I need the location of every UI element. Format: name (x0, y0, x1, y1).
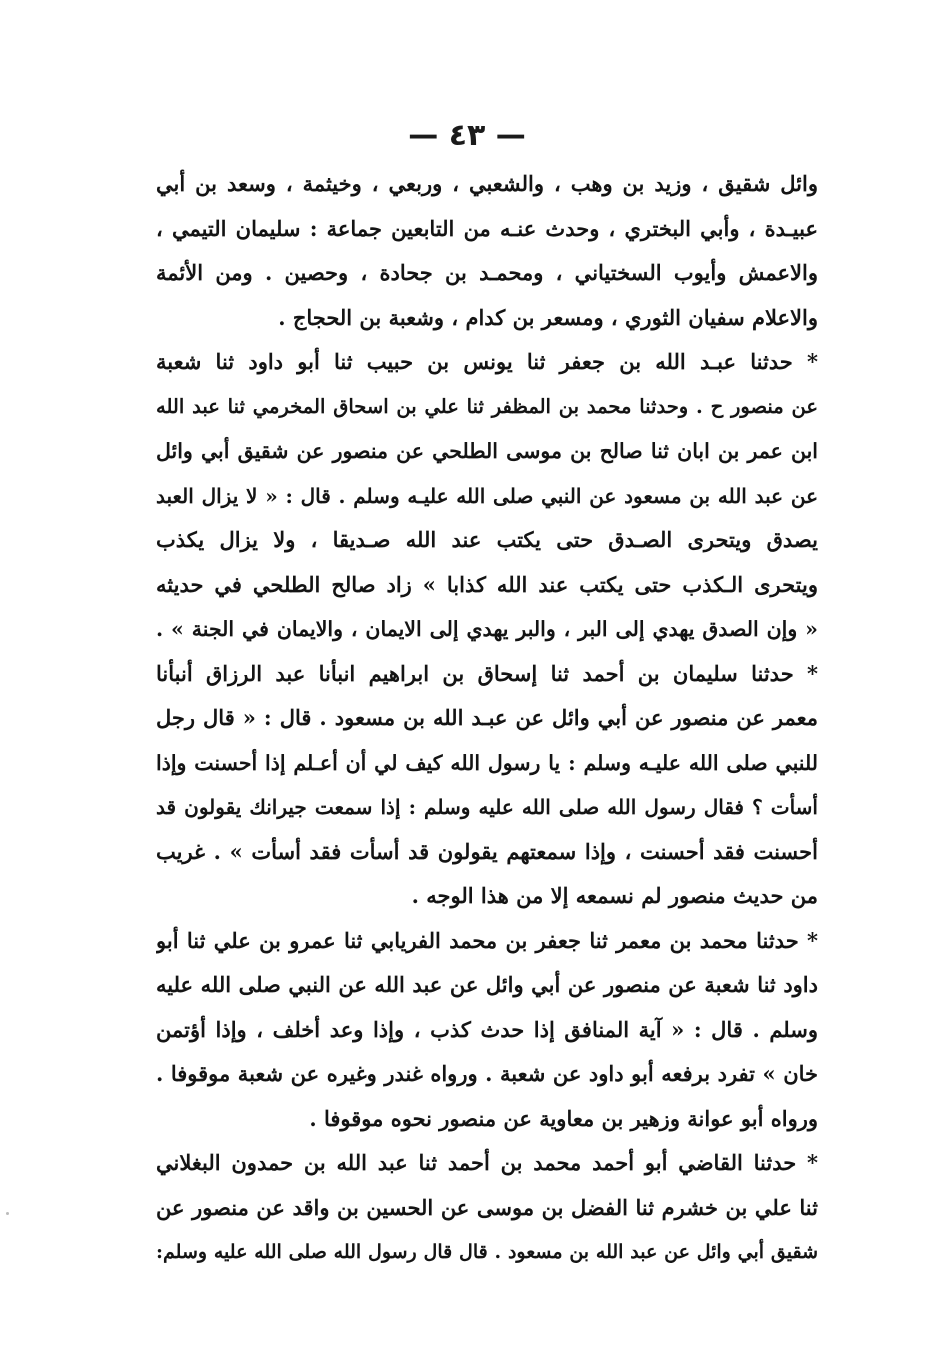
text-line: أحسنت فقد أحسنت ، وإذا سمعتهم يقولون قد أسأت فقد أسأت » . غريب (156, 838, 818, 864)
text-line: عبيـدة ، وأبي البختري ، وحدث عنـه من التابعين جماعة : سليمان التيمي ، (156, 215, 818, 241)
text-line: « وإن الصدق يهدي إلى البر ، والبر يهدي إلى الايمان ، والايمان في الجنة » . (156, 617, 818, 641)
text-line: عن منصور ح . وحدثنا محمد بن المظفر ثنا علي بن اسحاق المخرمي ثنا عبد الله (156, 394, 818, 418)
scan-speck (6, 1212, 9, 1215)
text-line: من حديث منصور لم نسمعه إلا من هذا الوجه . (411, 883, 818, 908)
text-line: عن عبد الله بن مسعود عن النبي صلى الله عليـه وسلم . قال : « لا يزال العبد (156, 483, 818, 508)
text-line: * حدثنا سليمان بن أحمد ثنا إسحاق بن ابراهيم انبأنا عبد الرزاق أنبأنا (156, 660, 818, 686)
text-line: * حدثنا محمد بن معمر ثنا جعفر بن محمد الفريابي ثنا عمرو بن علي ثنا أبو (156, 927, 818, 953)
text-line: معمر عن منصور عن أبي وائل عن عبـد الله بن مسعود . قال : « قال رجل (156, 705, 818, 730)
text-line: وسلم . قال : « آية المنافق إذا حدث كذب ، وإذا وعد أخلف ، وإذا أؤتمن (156, 1016, 818, 1042)
text-line: خان » تفرد برفعه أبو داود عن شعبة . ورواه غندر وغيره عن شعبة موقوفا . (156, 1061, 818, 1086)
text-line: للنبي صلى الله عليـه وسلم : يا رسول الله كيف لي أن أعـلم إذا أحسنت وإذا (156, 750, 818, 775)
text-line: * حدثنا القاضي أبو أحمد محمد بن أحمد ثنا عبد الله بن حمدون البغلاني (156, 1150, 818, 1175)
text-line: ثنا علي بن خشرم ثنا الفضل بن موسى عن الحسين بن واقد عن منصور عن (156, 1194, 818, 1220)
text-line: وائل شقيق ، وزيد بن وهب ، والشعبي ، وربعي ، وخيثمة ، وسعد بن أبي (156, 171, 818, 196)
text-line: ورواه أبو عوانة وزهير بن معاوية عن منصور نحوه موقوفا . (309, 1105, 818, 1131)
text-line: ابن عمر بن ابان ثنا صالح بن موسى الطلحي عن منصور عن شقيق أبي وائل (156, 439, 818, 463)
text-line: شقيق أبي وائل عن عبد الله بن مسعود . قال قال رسول الله صلى الله عليه وسلم: (156, 1241, 818, 1263)
text-line: والاعمش وأيوب السختياني ، ومحمـد بن جحادة ، وحصين . ومن الأئمة (156, 260, 818, 285)
page-number: — ٤٣ — (408, 118, 526, 153)
text-line: داود ثنا شعبة عن منصور عن أبي وائل عن عبد الله عن النبي صلى الله عليه (156, 972, 818, 997)
body-text (156, 162, 818, 1275)
text-line: والاعلام سفيان الثوري ، ومسعر بن كدام ، وشعبة بن الحجاج . (278, 304, 818, 330)
text-line: * حدثنا عبـد الله بن جعفر ثنا يونس بن حبيب ثنا أبو داود ثنا شعبة (156, 349, 818, 374)
text-line: ويتحرى الـكذب حتى يكتب عند الله كذابا » زاد صالح الطلحي في حديثه (156, 571, 818, 597)
text-line: يصدق ويتحرى الصـدق حتى يكتب عند الله صـديقا ، ولا يزال يكذب (156, 527, 818, 552)
text-line: أسأت ؟ فقال رسول الله صلى الله عليه وسلم : إذا سمعت جيرانك يقولون قد (156, 795, 818, 819)
